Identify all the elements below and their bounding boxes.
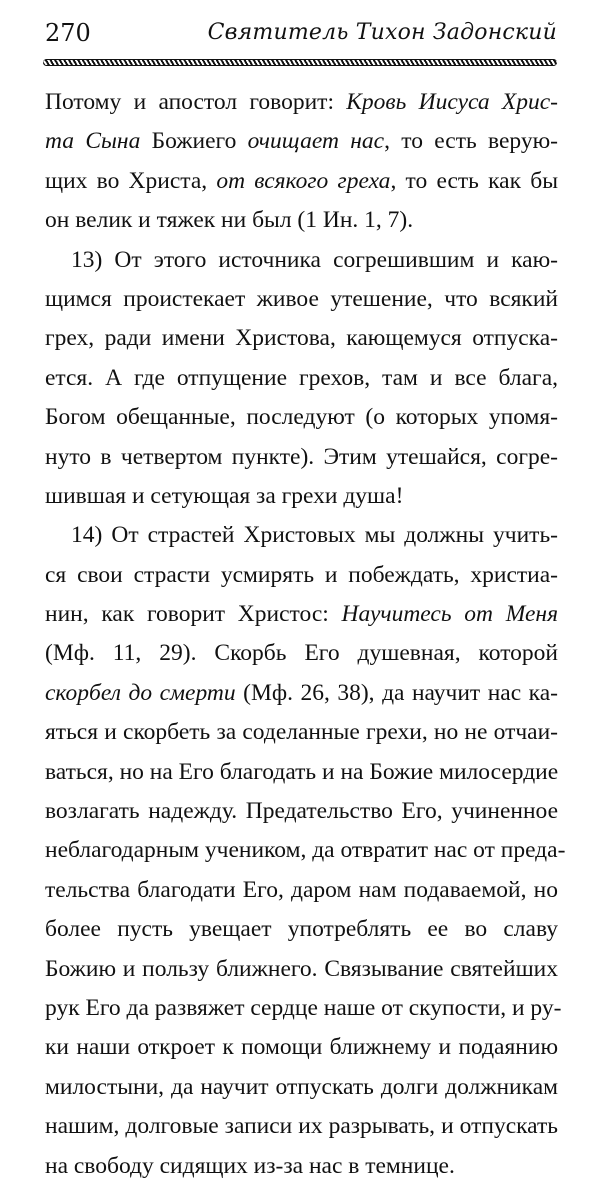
text-line	[45, 792, 558, 831]
text-segment: щимся проистекает живое утешение, что всякий	[45, 285, 558, 312]
text-segment: Потому и апостол говорит:	[45, 89, 347, 115]
text-line	[45, 634, 558, 673]
text-line	[45, 162, 558, 201]
text-segment: (Мф. 26, 38), да научит нас ка-	[235, 679, 558, 706]
page-header	[45, 17, 557, 49]
text-line	[45, 122, 558, 161]
text-line	[45, 831, 566, 870]
text-segment: (Мф. 11, 29). Скорбь Его душевная, которой	[45, 640, 558, 667]
text-line	[45, 950, 558, 989]
text-line	[45, 359, 558, 398]
text-segment: шившая и сетующая за грехи душа!	[45, 482, 404, 509]
text-segment: неблагодарным учеником, да отвратит нас от преда-	[45, 837, 566, 864]
italic-quote: от всякого греха	[216, 167, 391, 194]
text-segment: щих во Христа,	[45, 167, 217, 194]
italic-quote: очищает нас	[247, 128, 385, 155]
text-line	[45, 438, 558, 477]
text-line	[45, 595, 558, 634]
text-line	[45, 319, 558, 358]
text-line	[45, 83, 558, 122]
running-title: Святитель Тихон Задонский	[207, 20, 557, 45]
text-line	[45, 280, 558, 319]
text-segment: рук Его да развяжет сердце наше от скупости, и ру-	[45, 994, 562, 1021]
text-line	[45, 753, 558, 792]
text-line	[45, 516, 558, 555]
italic-quote: Научитесь от Меня	[341, 601, 558, 628]
text-segment: 14) От страстей Христовых мы должны учить-	[71, 522, 558, 549]
text-segment: ки наши откроет к помощи ближнему и подаянию	[45, 1034, 558, 1061]
italic-quote: скорбел до смерти	[45, 679, 236, 706]
text-line	[45, 1107, 558, 1146]
text-segment: нуто в четвертом пункте). Этим утешайся, согре-	[45, 443, 558, 470]
page-number: 270	[45, 19, 91, 47]
italic-quote: та Сына	[45, 128, 141, 155]
text-segment: на свободу сидящих из-за нас в темнице.	[45, 1152, 455, 1179]
text-segment: нашим, долговые записи их разрывать, и отпускать	[45, 1113, 558, 1140]
text-segment: 13) От этого источника согрешившим и каю-	[71, 246, 558, 273]
text-segment: возлагать надежду. Предательство Его, учиненное	[45, 798, 558, 825]
text-line	[45, 398, 558, 437]
text-line	[45, 674, 558, 713]
text-segment: ваться, но на Его благодать и на Божие милосердие	[45, 758, 559, 785]
text-line	[45, 1028, 558, 1067]
text-segment: ся свои страсти усмирять и побеждать, христиа-	[45, 561, 558, 588]
text-segment: Богом обещанные, последуют (о которых упомя-	[45, 404, 558, 431]
decorative-rope-rule	[43, 59, 557, 66]
text-line	[45, 871, 558, 910]
text-segment: тельства благодати Его, даром нам подаваемой, но	[45, 876, 558, 903]
text-segment: ется. А где отпущение грехов, там и все блага,	[45, 364, 558, 391]
text-segment: Божию и пользу ближнего. Связывание святейших	[45, 955, 558, 982]
italic-quote: Кровь Иисуса Хрис-	[346, 89, 559, 115]
text-line	[45, 556, 558, 595]
text-line	[45, 201, 558, 240]
text-segment: яться и скорбеть за соделанные грехи, но не отчаи-	[45, 719, 558, 746]
text-line	[45, 910, 558, 949]
text-segment: Божиего	[140, 128, 248, 155]
text-segment: грех, ради имени Христова, кающемуся отпуска-	[45, 325, 558, 352]
text-line	[45, 989, 562, 1028]
text-line	[45, 241, 558, 280]
text-line	[45, 477, 558, 516]
text-segment: , то есть верую-	[384, 128, 558, 155]
text-segment: более пусть увещает употреблять ее во славу	[45, 916, 558, 943]
text-line	[45, 713, 558, 752]
text-line	[45, 1147, 558, 1186]
text-segment: он велик и тяжек ни был (1 Ин. 1, 7).	[45, 207, 414, 234]
text-segment: нин, как говорит Христос:	[45, 601, 342, 628]
text-segment: милостыни, да научит отпускать долги должникам	[45, 1073, 558, 1100]
body-text	[45, 83, 566, 1186]
text-segment: , то есть как бы	[390, 167, 558, 194]
text-line	[45, 1068, 558, 1107]
